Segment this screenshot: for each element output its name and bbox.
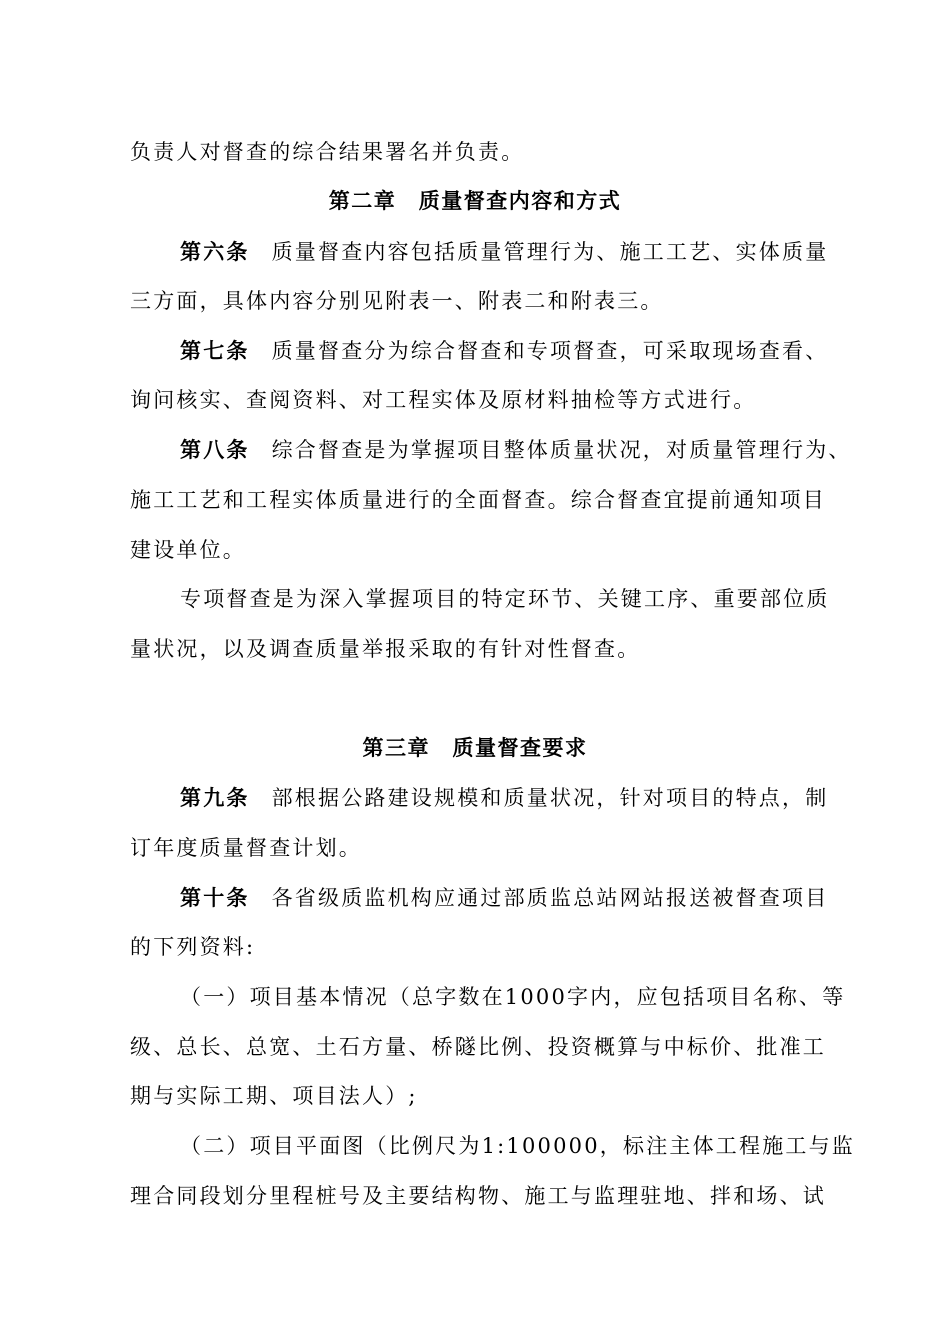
- article-9-line-1: [180, 783, 830, 813]
- article-10-line-1: [180, 883, 830, 913]
- item-1-line-2: 级、总长、总宽、土石方量、桥隧比例、投资概算与中标价、批准工: [130, 1035, 826, 1059]
- item-2-line-1: （二）项目平面图（比例尺为1:100000，标注主体工程施工与监: [180, 1134, 855, 1158]
- article-7-label: 第七条: [180, 338, 250, 363]
- article-9-text-1: 部根据公路建设规模和质量状况，针对项目的特点，制: [271, 786, 829, 810]
- article-9-label: 第九条: [180, 785, 250, 810]
- article-6-text-1: 质量督查内容包括质量管理行为、施工工艺、实体质量: [271, 240, 829, 264]
- article-6-line-2: 三方面，具体内容分别见附表一、附表二和附表三。: [130, 289, 664, 313]
- article-8-line-2: 施工工艺和工程实体质量进行的全面督查。综合督查宜提前通知项目: [130, 488, 826, 512]
- item-1-line-3: 期与实际工期、项目法人）;: [130, 1084, 418, 1108]
- paragraph-line: 负责人对督查的综合结果署名并负责。: [130, 140, 525, 164]
- article-7-line-2: 询问核实、查阅资料、对工程实体及原材料抽检等方式进行。: [130, 388, 757, 412]
- article-10-label: 第十条: [180, 885, 250, 910]
- special-inspection-line-2: 量状况，以及调查质量举报采取的有针对性督查。: [130, 637, 641, 661]
- article-6-line-1: [180, 237, 830, 267]
- article-9-line-2: 订年度质量督查计划。: [130, 836, 362, 860]
- article-10-text-1: 各省级质监机构应通过部质监总站网站报送被督查项目: [271, 886, 829, 910]
- article-7-text-1: 质量督查分为综合督查和专项督查，可采取现场查看、: [271, 339, 829, 363]
- chapter-3-title: 第三章 质量督查要求: [362, 735, 588, 760]
- item-2-line-2: 理合同段划分里程桩号及主要结构物、施工与监理驻地、拌和场、试: [130, 1184, 826, 1208]
- article-8-line-3: 建设单位。: [130, 538, 246, 562]
- article-8-label: 第八条: [180, 437, 250, 462]
- special-inspection-line-1: 专项督查是为深入掌握项目的特定环节、关键工序、重要部位质: [180, 587, 830, 611]
- article-8-line-1: [180, 435, 852, 465]
- article-6-label: 第六条: [180, 239, 250, 264]
- article-8-text-1: 综合督查是为掌握项目整体质量状况，对质量管理行为、: [271, 438, 852, 462]
- chapter-2-title: 第二章 质量督查内容和方式: [328, 188, 622, 213]
- article-10-line-2: 的下列资料:: [130, 935, 256, 959]
- article-7-line-1: [180, 336, 830, 366]
- item-1-line-1: （一）项目基本情况（总字数在1000字内，应包括项目名称、等: [180, 985, 846, 1009]
